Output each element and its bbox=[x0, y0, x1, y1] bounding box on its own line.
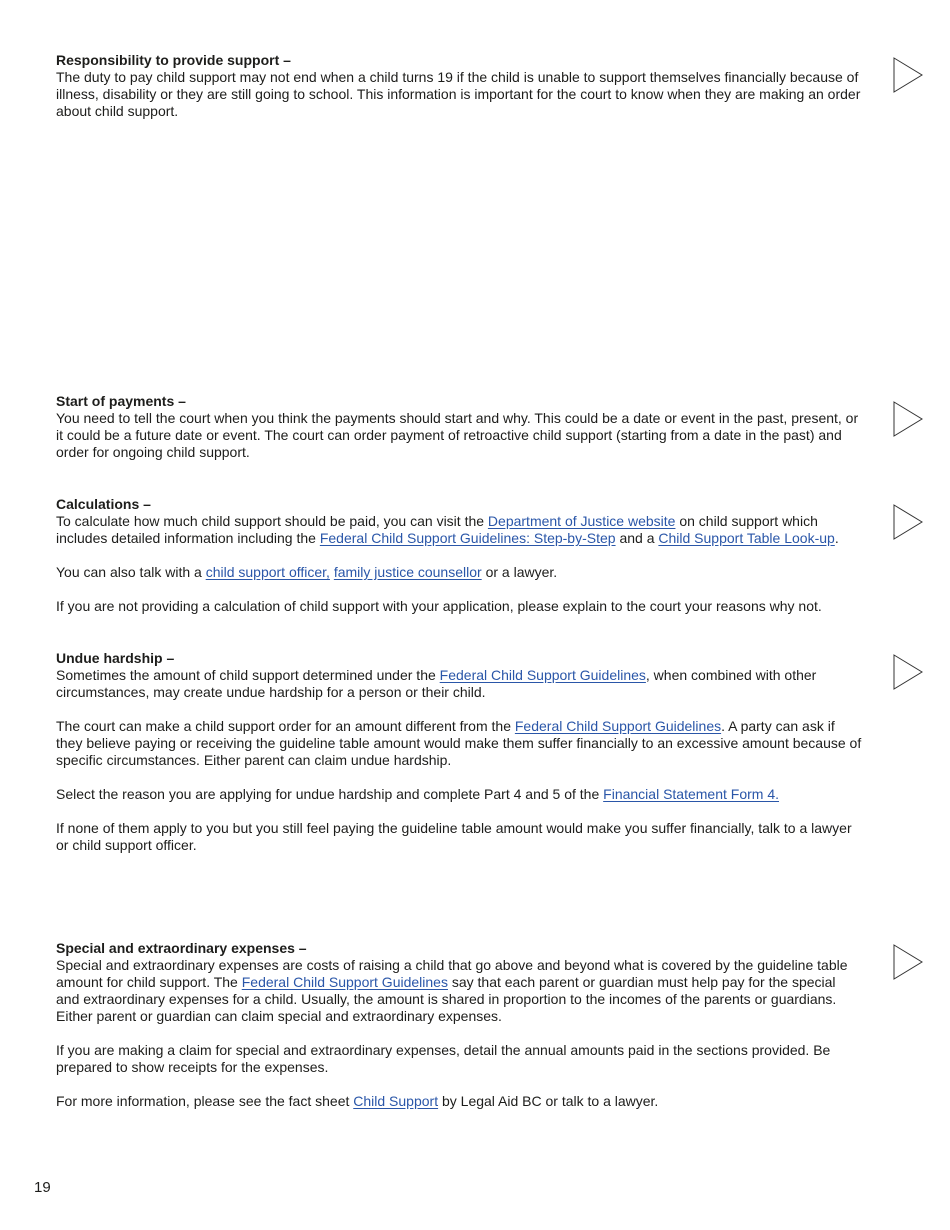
paragraph bbox=[56, 513, 862, 547]
paragraph bbox=[56, 786, 862, 803]
text: . A party can ask if they believe paying or receiving the guideline table amount would make them suffer financially to an excessive amount because of specific circumstances. Either parent can claim undue hardship. bbox=[56, 718, 862, 768]
section-start-of-payments bbox=[56, 393, 862, 461]
federal-guidelines-link[interactable]: Federal Child Support Guidelines bbox=[514, 718, 722, 734]
paragraph: If you are making a claim for special and extraordinary expenses, detail the annual amounts paid in the sections provided. Be prepared to show receipts for the expenses. bbox=[56, 1042, 831, 1075]
child-support-fact-sheet-link[interactable]: Child Support bbox=[353, 1093, 439, 1109]
text: Sometimes the amount of child support determined under the bbox=[56, 667, 440, 683]
paragraph bbox=[56, 718, 862, 769]
text: and a bbox=[615, 530, 659, 546]
text: The court can make a child support order for an amount different from the bbox=[56, 718, 515, 734]
text: For more information, please see the fact sheet bbox=[56, 1093, 354, 1109]
text: or a lawyer. bbox=[481, 564, 558, 580]
expand-arrow-icon[interactable] bbox=[893, 944, 923, 980]
department-of-justice-link[interactable]: Department of Justice website bbox=[487, 513, 676, 529]
paragraph: If you are not providing a calculation of child support with your application, please explain to the court your reasons why not. bbox=[56, 598, 822, 614]
text: Special and extraordinary expenses are costs of raising a child that go above and beyond what is covered by the guideline table amount for child support. The bbox=[56, 957, 848, 990]
guidelines-step-by-step-link[interactable]: Federal Child Support Guidelines: Step-by-Step bbox=[319, 530, 616, 546]
section-heading: Start of payments – bbox=[56, 393, 186, 409]
paragraph bbox=[56, 1093, 862, 1110]
text: You can also talk with a bbox=[56, 564, 206, 580]
page-number: 19 bbox=[34, 1179, 51, 1196]
federal-guidelines-link[interactable]: Federal Child Support Guidelines bbox=[439, 667, 646, 683]
paragraph bbox=[56, 957, 862, 1025]
text: , when combined with other circumstances, may create undue hardship for a person or their child. bbox=[56, 667, 817, 700]
section-undue-hardship bbox=[56, 650, 862, 854]
expand-arrow-icon[interactable] bbox=[893, 504, 923, 540]
paragraph: You need to tell the court when you think the payments should start and why. This could be a date or event in the past, present, or it could be a future date or event. The court can order payment of retroactive child support (starting from a date in the past) and order for ongoing child support. bbox=[56, 410, 859, 460]
text: say that each parent or guardian must help pay for the special and extraordinary expenses for a child. Usually, the amount is shared in proportion to the incomes of the parents or guardians. Either parent or guardian can claim special and extraordinary expenses. bbox=[56, 974, 837, 1024]
text: by Legal Aid BC or talk to a lawyer. bbox=[438, 1093, 659, 1109]
expand-arrow-icon[interactable] bbox=[893, 654, 923, 690]
federal-guidelines-link[interactable]: Federal Child Support Guidelines bbox=[241, 974, 448, 990]
financial-statement-form-link[interactable]: Financial Statement Form 4. bbox=[603, 786, 780, 802]
paragraph bbox=[56, 667, 862, 701]
paragraph: If none of them apply to you but you still feel paying the guideline table amount would make you suffer financially, talk to a lawyer or child support officer. bbox=[56, 820, 852, 853]
text: Select the reason you are applying for undue hardship and complete Part 4 and 5 of the bbox=[56, 786, 604, 802]
section-calculations bbox=[56, 496, 862, 615]
section-responsibility bbox=[56, 52, 862, 120]
paragraph bbox=[56, 564, 862, 581]
expand-arrow-icon[interactable] bbox=[893, 401, 923, 437]
paragraph: The duty to pay child support may not end when a child turns 19 if the child is unable to support themselves financially because of illness, disability or they are still going to school. This information is important for the court to know when they are making an order about child support. bbox=[56, 69, 861, 119]
text: . bbox=[834, 530, 839, 546]
text: on child support which includes detailed information including the bbox=[56, 513, 818, 546]
section-heading: Special and extraordinary expenses – bbox=[56, 940, 307, 956]
section-heading: Responsibility to provide support – bbox=[56, 52, 291, 68]
text: To calculate how much child support should be paid, you can visit the bbox=[56, 513, 488, 529]
expand-arrow-icon[interactable] bbox=[893, 57, 923, 93]
section-heading: Undue hardship – bbox=[56, 650, 175, 666]
child-support-officer-link[interactable]: child support officer, bbox=[205, 564, 330, 580]
family-justice-counsellor-link[interactable]: family justice counsellor bbox=[333, 564, 482, 580]
section-heading: Calculations – bbox=[56, 496, 151, 512]
section-special-expenses bbox=[56, 940, 862, 1110]
table-look-up-link[interactable]: Child Support Table Look-up bbox=[658, 530, 835, 546]
